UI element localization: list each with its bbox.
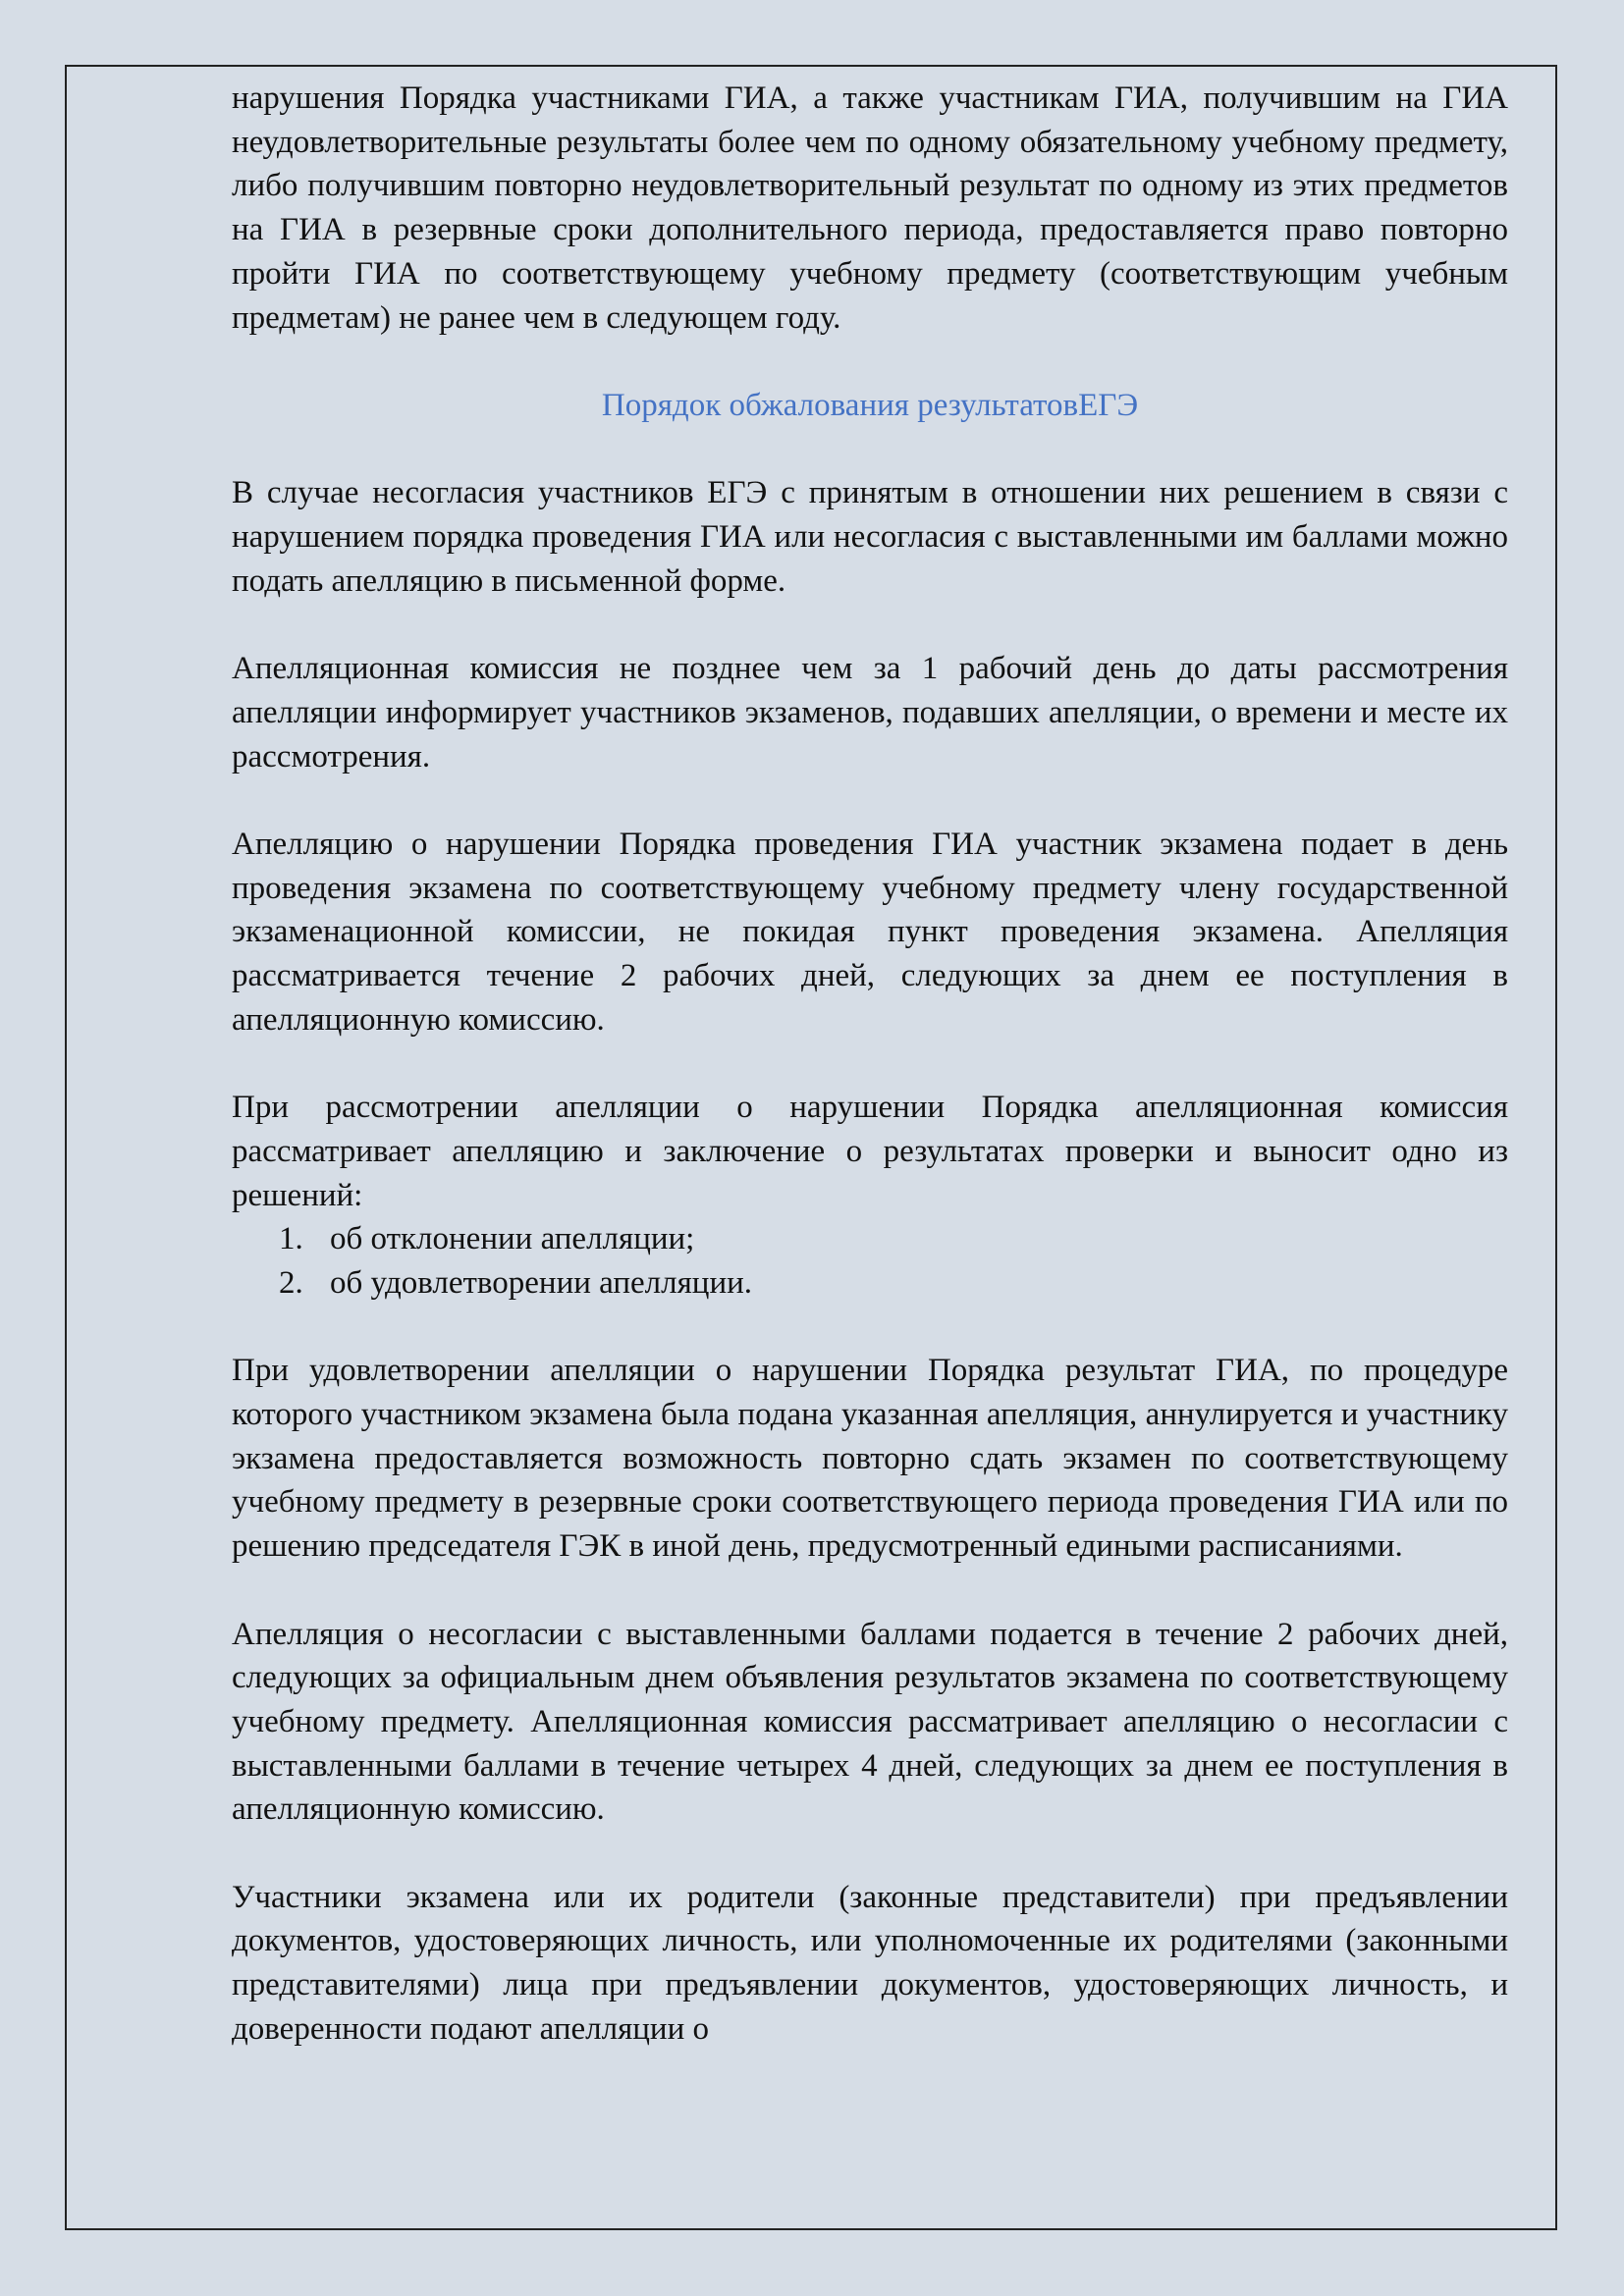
list-item-number: 2.	[279, 1264, 303, 1301]
paragraph-appeal-intro: В случае несогласия участников ЕГЭ с принятым в отношении них решением в связи с нарушением порядка проведения ГИА или несогласия с выставленными им баллами можно подать апелляцию в письменной форме.	[232, 475, 1508, 599]
section-heading: Порядок обжалования результатовЕГЭ	[601, 387, 1139, 423]
paragraph-appeal-satisfied: При удовлетворении апелляции о нарушении Порядка результат ГИА, по процедуре которого участником экзамена была подана указанная апелляция, аннулируется и участнику экзамена предоставляется возможность повторно сдать экзамен по соответствующему учебному предмету в резервные сроки соответствующего периода проведения ГИА или по решению председателя ГЭК в иной день, предусмотренный едиными расписаниями.	[232, 1353, 1508, 1565]
paragraph-procedure-appeal: Апелляцию о нарушении Порядка проведения ГИА участник экзамена подает в день проведения экзамена по соответствующему учебному предмету члену государственной экзаменационной комиссии, не покидая пункт проведения экзамена. Апелляция рассматривается течение 2 рабочих дней, следующих за днем ее поступления в апелляционную комиссию.	[232, 826, 1508, 1038]
paragraph-retake-rights: нарушения Порядка участниками ГИА, а также участникам ГИА, получившим на ГИА неудовлетворительные результаты более чем по одному обязательному учебному предмету, либо получившим повторно неудовлетворительный результат по одному из этих предметов на ГИА в резервные сроки дополнительного периода, предоставляется право повторно пройти ГИА по соответствующему учебному предмету (соответствующим учебным предметам) не ранее чем в следующем году.	[232, 80, 1508, 336]
list-item-number: 1.	[279, 1221, 303, 1257]
paragraph-who-submits: Участники экзамена или их родители (законные представители) при предъявлении документов, удостоверяющих личность, или уполномоченные их родителями (законными представителями) лица при предъявлении документов, удостоверяющих личность, и доверенности подают апелляции о	[232, 1879, 1508, 2047]
list-item	[232, 1217, 1508, 1261]
paragraph-decisions-intro: При рассмотрении апелляции о нарушении Порядка апелляционная комиссия рассматривает апелляцию и заключение о результатах проверки и выносит одно из решений:	[232, 1090, 1508, 1213]
paragraph-score-disagreement: Апелляция о несогласии с выставленными баллами подается в течение 2 рабочих дней, следующих за официальным днем объявления результатов экзамена по соответствующему учебному предмету. Апелляционная комиссия рассматривает апелляцию о несогласии с выставленными баллами в течение четырех 4 дней, следующих за днем ее поступления в апелляционную комиссию.	[232, 1616, 1508, 1828]
list-item-text: об удовлетворении апелляции.	[330, 1264, 753, 1301]
list-item-text: об отклонении апелляции;	[330, 1221, 695, 1257]
list-item	[232, 1261, 1508, 1306]
decisions-list	[232, 1217, 1508, 1305]
paragraph-commission-notice: Апелляционная комиссия не позднее чем за 1 рабочий день до даты рассмотрения апелляции информирует участников экзаменов, подавших апелляции, о времени и месте их рассмотрения.	[232, 651, 1508, 774]
document-body	[232, 77, 1508, 2052]
